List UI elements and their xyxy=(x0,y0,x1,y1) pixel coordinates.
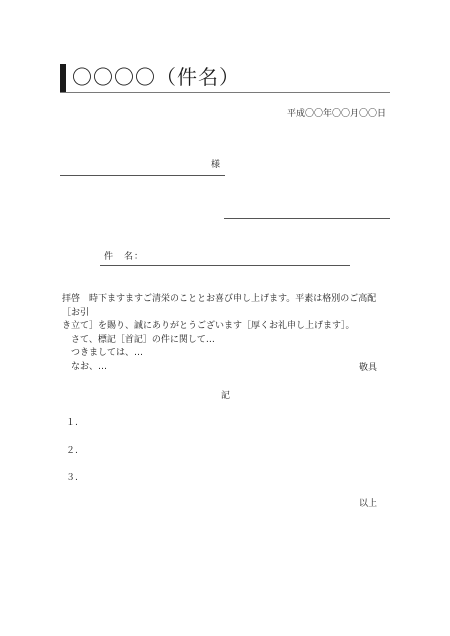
body-line: き立て］を賜り、誠にありがとうございます［厚くお礼申し上げます］。 xyxy=(62,321,355,331)
letter-body xyxy=(62,293,392,374)
recipient-suffix: 様 xyxy=(211,160,221,170)
list-item: ２. xyxy=(66,445,78,456)
title-underline xyxy=(60,92,390,93)
body-line: なお、… xyxy=(62,361,108,372)
body-line: 拝啓 時下ますますご清栄のこととお喜び申し上げます。平素は格別のご高配［お引 xyxy=(62,294,377,318)
record-heading: 記 xyxy=(221,391,231,401)
closing-phrase: 敬具 xyxy=(358,363,377,373)
document-title: 〇〇〇〇（件名） xyxy=(72,65,240,89)
recipient-line xyxy=(60,175,225,176)
body-line: さて、標記［首記］の件に関して… xyxy=(62,334,215,345)
body-line: つきましては、… xyxy=(62,348,144,358)
subject-label: 件 名： xyxy=(104,252,145,262)
item-list xyxy=(66,417,78,500)
subject-line xyxy=(100,265,350,266)
end-mark: 以上 xyxy=(358,499,377,509)
title-accent-bar xyxy=(60,64,66,92)
document-date: 平成〇〇年〇〇月〇〇日 xyxy=(286,109,386,119)
list-item: １. xyxy=(66,418,78,428)
sender-line xyxy=(224,218,390,219)
list-item: ３. xyxy=(66,473,78,483)
